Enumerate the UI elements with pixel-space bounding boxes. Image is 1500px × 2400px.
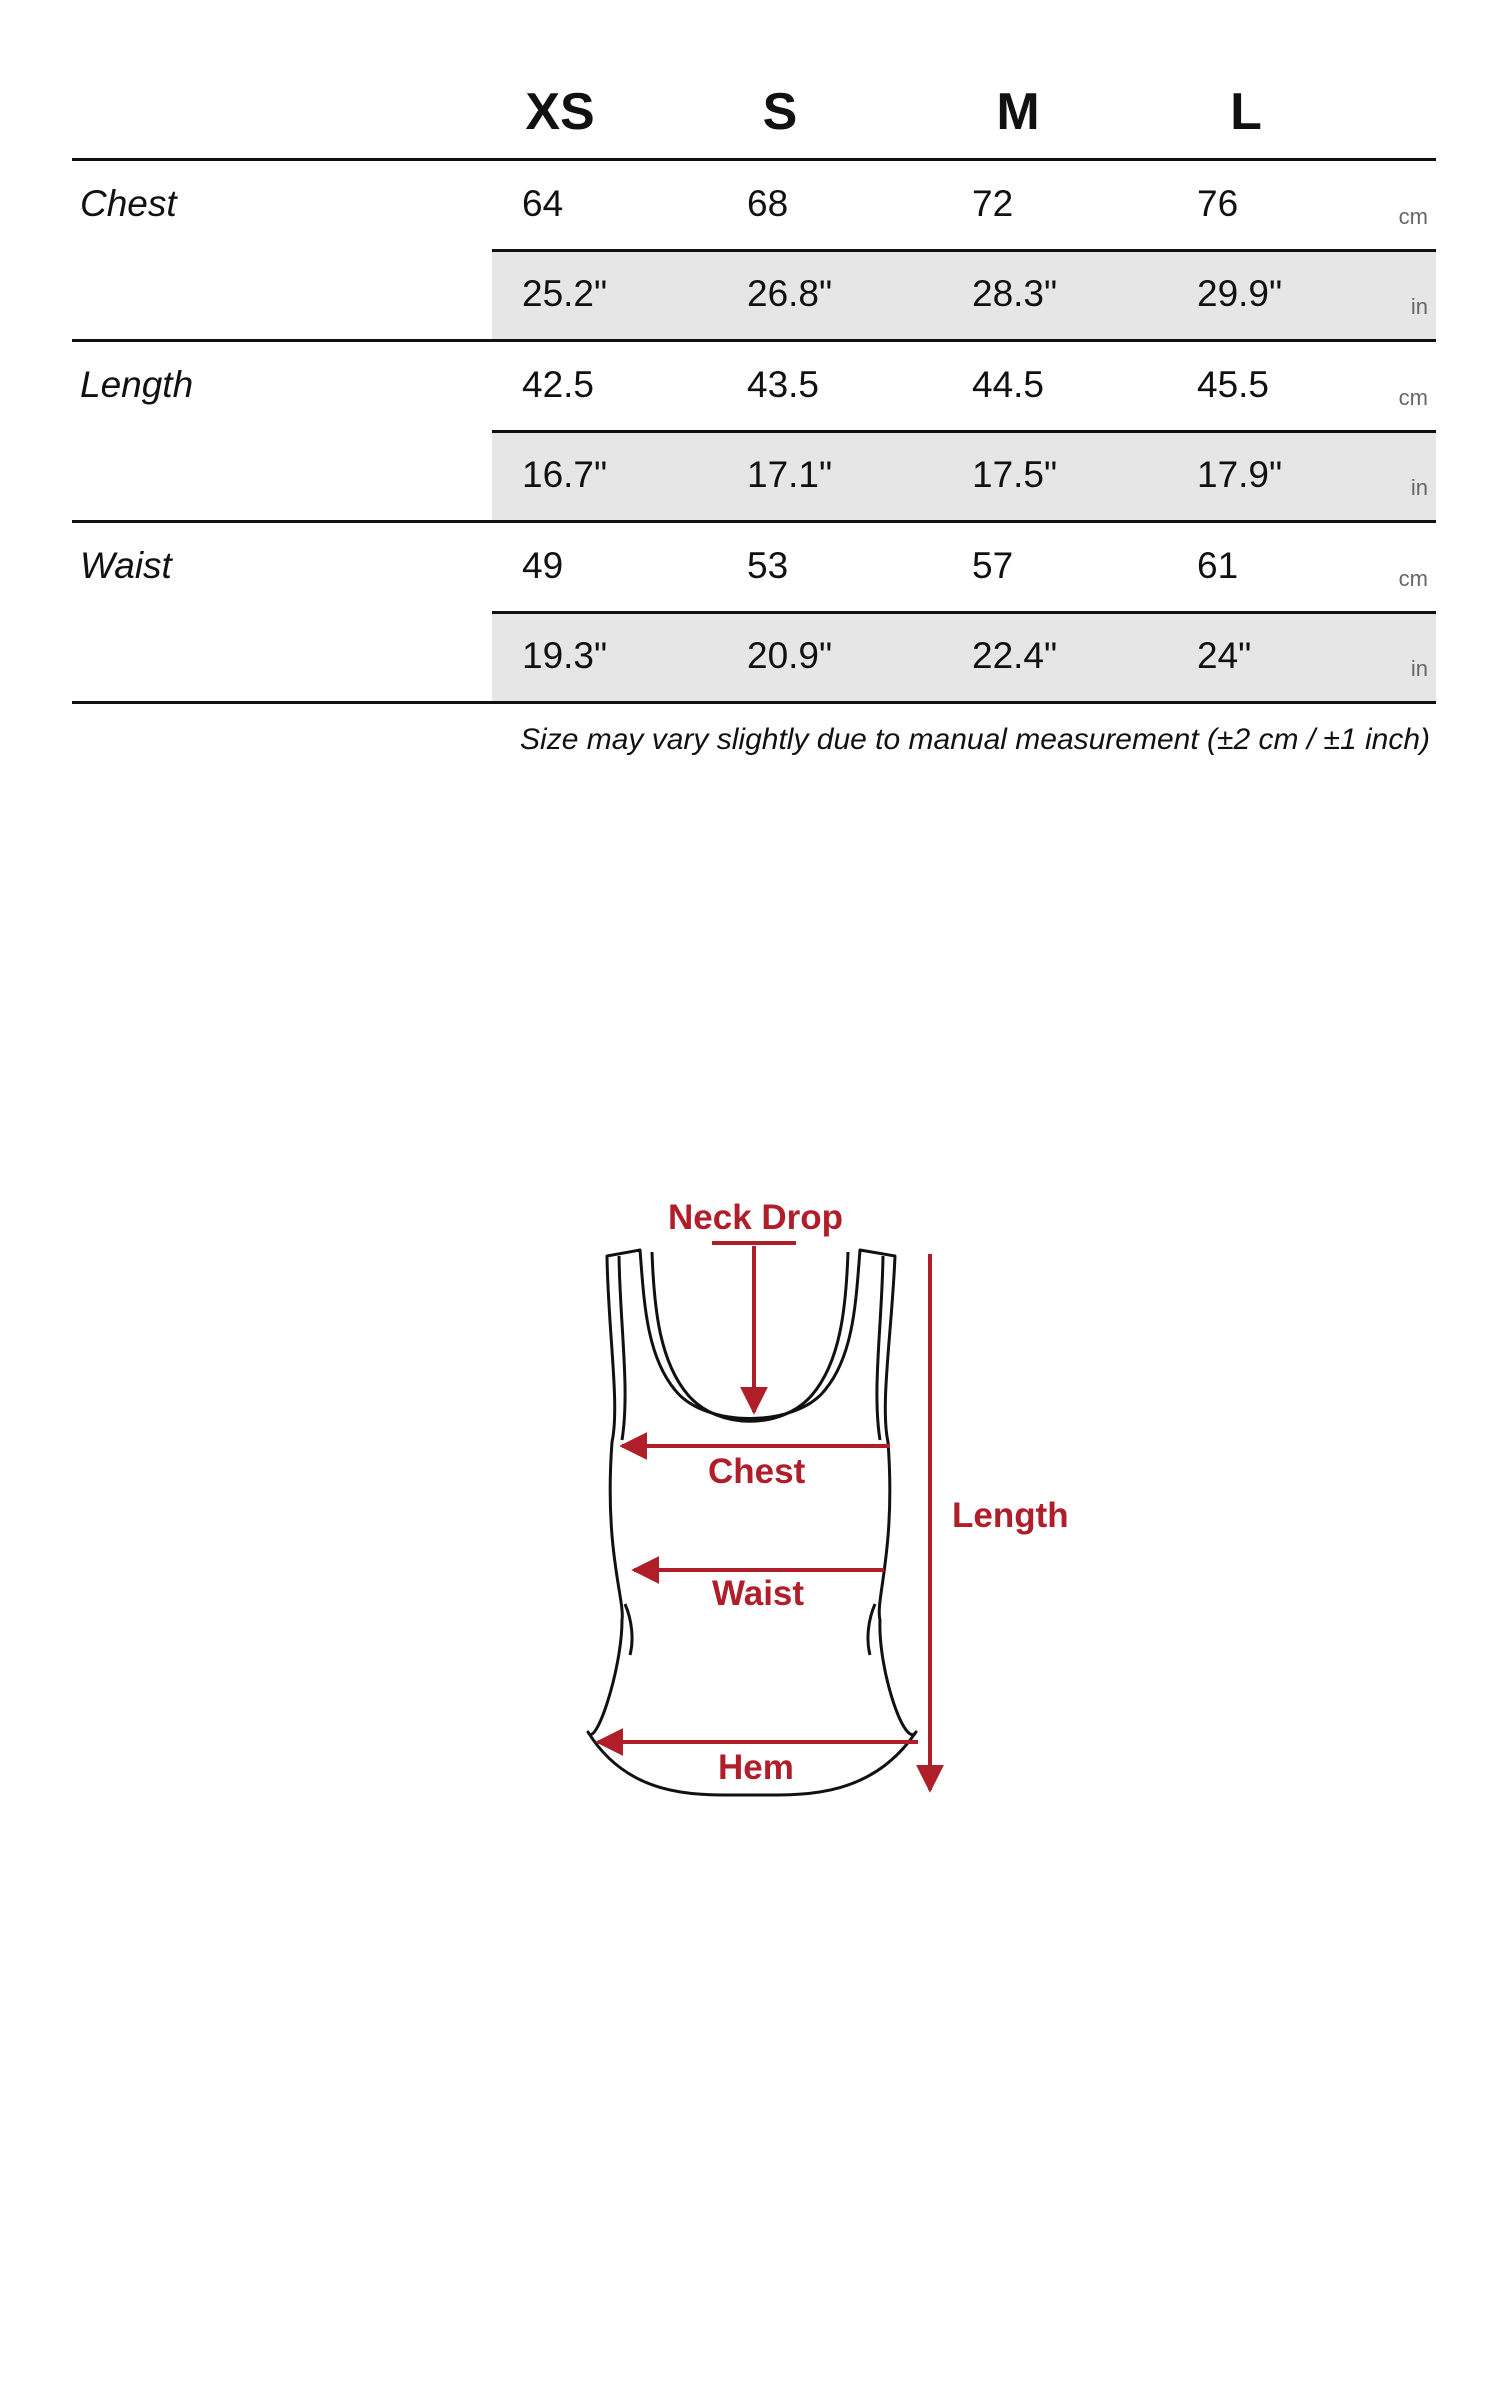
table-cell: 28.3"	[972, 273, 1058, 314]
measurement-note: Size may vary slightly due to manual measurement (±2 cm / ±1 inch)	[520, 723, 1430, 756]
size-header-xs: XS	[525, 83, 595, 141]
table-cell: 29.9"	[1197, 273, 1283, 314]
table-cell: 26.8"	[747, 273, 833, 314]
unit-label-in: in	[1410, 294, 1428, 319]
table-cell: 44.5	[972, 364, 1045, 405]
size-header-s: S	[762, 83, 798, 141]
chest-row-divider	[492, 249, 1436, 252]
length-inch-row-bg	[492, 432, 1436, 520]
table-cell: 45.5	[1197, 364, 1270, 405]
chest-label: Chest	[708, 1452, 806, 1491]
table-cell: 57	[972, 545, 1014, 586]
table-cell: 42.5	[522, 364, 595, 405]
waist-inch-row-bg	[492, 613, 1436, 701]
table-cell: 53	[747, 545, 789, 586]
unit-label-in: in	[1410, 475, 1428, 500]
table-cell: 64	[522, 183, 564, 224]
tank-top-illustration	[0, 1150, 1500, 1850]
table-cell: 61	[1197, 545, 1239, 586]
table-cell: 49	[522, 545, 564, 586]
waist-row-divider	[492, 611, 1436, 614]
table-cell: 72	[972, 183, 1014, 224]
table-cell: 17.9"	[1197, 454, 1283, 495]
chest-section-divider	[72, 339, 1436, 342]
length-label: Length	[952, 1496, 1069, 1535]
waist-label: Waist	[712, 1574, 805, 1613]
row-label-waist: Waist	[80, 545, 172, 586]
length-row-divider	[492, 430, 1436, 433]
size-header-l: L	[1230, 83, 1262, 141]
chest-inch-row-bg	[492, 251, 1436, 339]
table-cell: 20.9"	[747, 635, 833, 676]
length-section-divider	[72, 520, 1436, 523]
table-cell: 68	[747, 183, 789, 224]
table-cell: 43.5	[747, 364, 820, 405]
table-cell: 19.3"	[522, 635, 608, 676]
unit-label-cm: cm	[1398, 385, 1428, 410]
table-cell: 24"	[1197, 635, 1252, 676]
table-cell: 17.5"	[972, 454, 1058, 495]
unit-label-in: in	[1410, 656, 1428, 681]
unit-label-cm: cm	[1398, 566, 1428, 591]
tank-top-measurement-diagram	[0, 1150, 1500, 1850]
row-label-chest: Chest	[80, 183, 177, 224]
table-cell: 22.4"	[972, 635, 1058, 676]
table-cell: 25.2"	[522, 273, 608, 314]
row-label-length: Length	[80, 364, 194, 405]
table-cell: 76	[1197, 183, 1239, 224]
table-cell: 16.7"	[522, 454, 608, 495]
table-cell: 17.1"	[747, 454, 833, 495]
neck-drop-label: Neck Drop	[668, 1198, 844, 1237]
size-header-m: M	[996, 83, 1040, 141]
table-header-divider	[72, 158, 1436, 161]
hem-label: Hem	[718, 1748, 794, 1787]
unit-label-cm: cm	[1398, 204, 1428, 229]
table-bottom-divider	[72, 701, 1436, 704]
